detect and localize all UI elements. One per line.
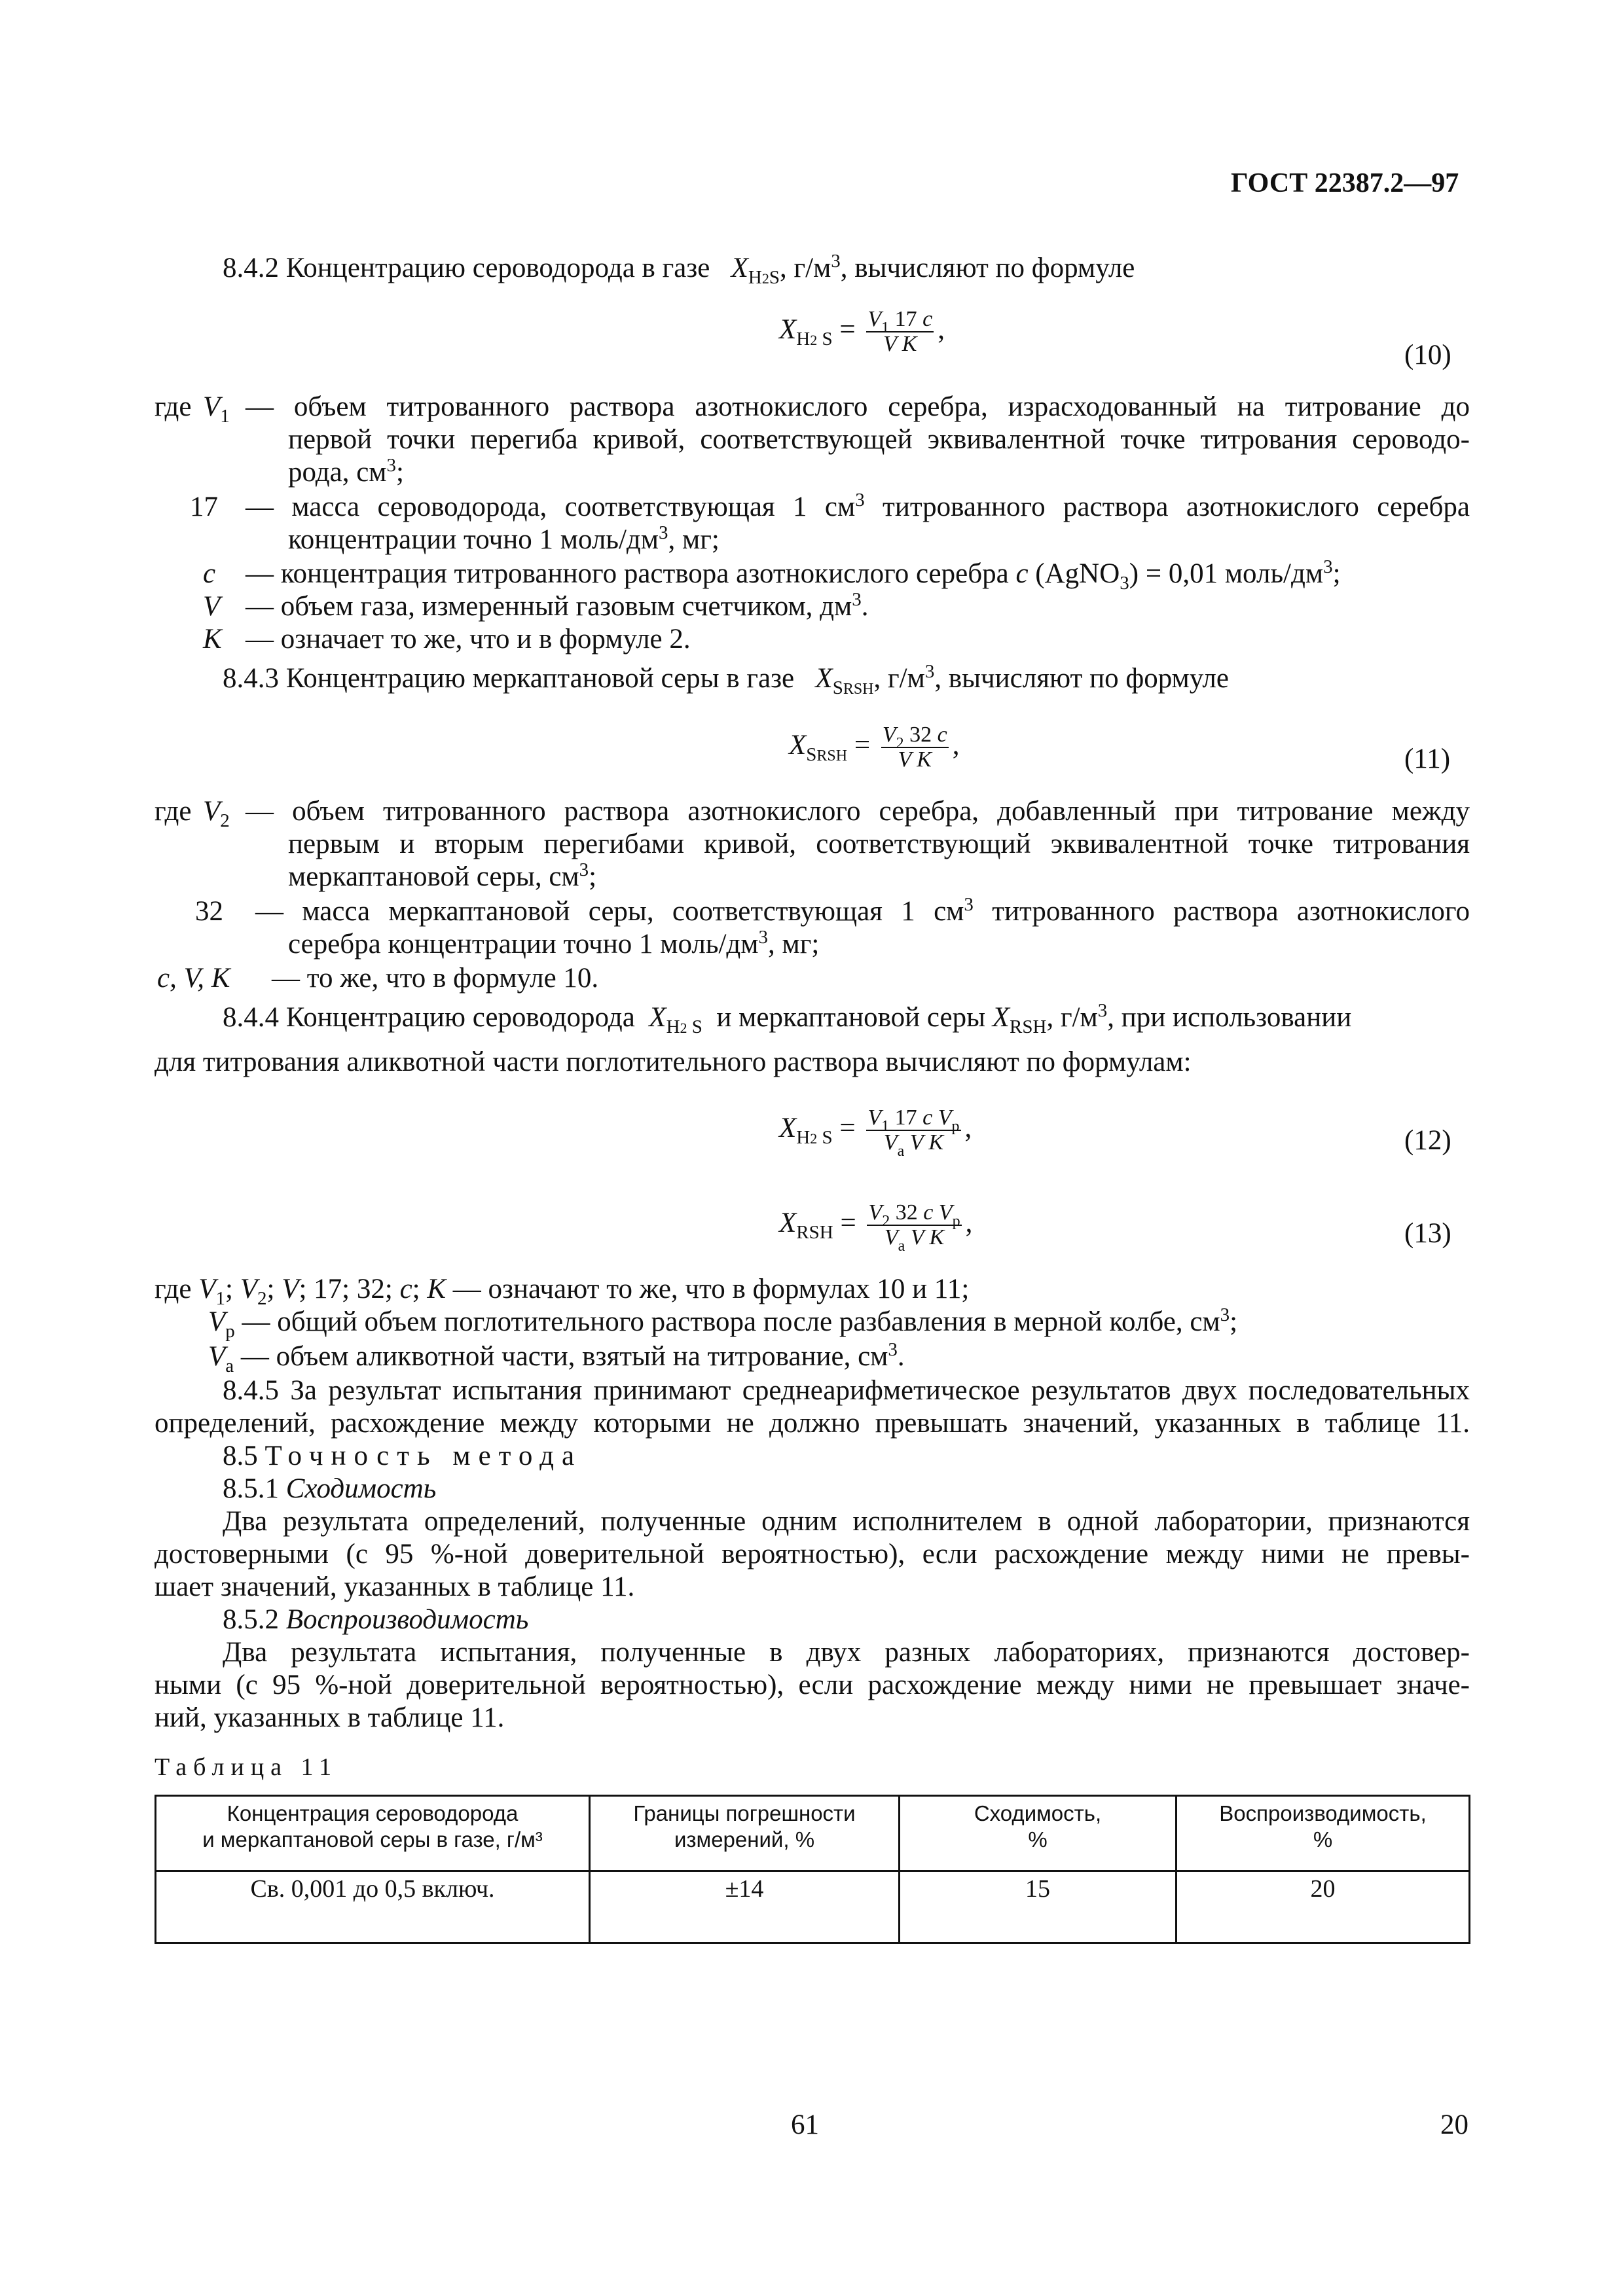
section-8-5-heading: 8.5 Точность метода bbox=[223, 1441, 583, 1471]
header-reproducibility: Воспроизводимость, % bbox=[1176, 1796, 1470, 1871]
paragraph-8-4-3-intro: 8.4.3 Концентрацию меркаптановой серы в газе $X_{SRSH}$, $г/м^3$, вычисляют по формуле bbox=[223, 661, 1229, 698]
def-v2-line2: первым и вторым перегибами кривой, соответствующий эквивалентной точке титрования bbox=[288, 829, 1470, 859]
paragraph-8-4-4-intro: 8.4.4 Концентрацию сероводорода $X_{H2 S}$ и меркаптановой серы $X_{RSH}$, $г/м^3$, при использовании bbox=[223, 1000, 1352, 1037]
def-32-line2: серебра концентрации точно 1 моль/$дм^3$, мг; bbox=[288, 927, 820, 960]
def-17-symbol: 17 bbox=[190, 492, 218, 522]
def-cvk: — то же, что в формуле 10. bbox=[272, 963, 599, 994]
def-V: — объем газа, измеренный газовым счетчиком, $дм^3$. bbox=[246, 589, 869, 622]
formula-12: $X_{H2 S}$ = $\frac{V_1 17 c V_p}{V_a V K}$ , bbox=[779, 1105, 972, 1160]
formula-12-number: (12) bbox=[1404, 1125, 1451, 1156]
def-c: — концентрация титрованного раствора азотнокислого серебра c (AgNO$_3$) = 0,01 моль/$дм^3$; bbox=[246, 556, 1341, 594]
where-label-3: где $V_1$; $V_2$; V; 17; 32; c; K — означают то же, что в формулах 10 и 11; bbox=[155, 1274, 970, 1309]
page-number-right: 20 bbox=[1440, 2109, 1468, 2140]
header-repeatability: Сходимость, % bbox=[900, 1796, 1176, 1871]
paragraph-8-5-1-line2: достоверными (с 95 %-ной доверительной вероятностью), если расхождение между ними не превы- bbox=[155, 1539, 1470, 1570]
def-v1-line2: первой точки перегиба кривой, соответствующей эквивалентной точке титрования сероводо- bbox=[288, 424, 1470, 455]
def-v1-line3: рода, $см^3$; bbox=[288, 455, 404, 488]
paragraph-8-4-5-line2: определений, расхождение между которыми не должно превышать значений, указанных в таблице 11. bbox=[155, 1408, 1470, 1439]
section-8-5-1-heading: 8.5.1 Сходимость bbox=[223, 1473, 437, 1504]
paragraph-8-5-1-line1: Два результата определений, полученные одним исполнителем в одной лаборатории, признаются bbox=[223, 1506, 1470, 1537]
formula-11: $X_{SRSH}$ = $\frac{V_2 32 c}{\text{V K}}$ , bbox=[789, 723, 960, 772]
def-v2-line1: — объем титрованного раствора азотнокислого серебра, добавленный при титрование между bbox=[246, 796, 1470, 827]
paragraph-8-4-4-line2: для титрования аликвотной части поглотительного раствора вычисляют по формулам: bbox=[155, 1047, 1192, 1077]
header-concentration: Концентрация сероводорода и меркаптановой серы в газе, г/м³ bbox=[156, 1796, 590, 1871]
page-number-center: 61 bbox=[791, 2109, 819, 2140]
cell-error: ±14 bbox=[590, 1871, 900, 1943]
def-17-line2: концентрации точно 1 моль/$дм^3$, мг; bbox=[288, 522, 720, 555]
cell-range: Св. 0,001 до 0,5 включ. bbox=[156, 1871, 590, 1943]
paragraph-8-4-2-intro: 8.4.2 Концентрацию сероводорода в газе $X_{H2S}$, $г/м^3$, вычисляют по формуле bbox=[223, 251, 1135, 288]
paragraph-8-5-1-line3: шает значений, указанных в таблице 11. bbox=[155, 1571, 635, 1602]
paragraph-8-5-2-line2: ными (с 95 %-ной доверительной вероятностью), если расхождение между ними не превышает значе- bbox=[155, 1670, 1470, 1700]
def-17-line1: — масса сероводорода, соответствующая 1 $см^3$ титрованного раствора азотнокислого серебра bbox=[246, 490, 1470, 522]
paragraph-8-5-2-line3: ний, указанных в таблице 11. bbox=[155, 1702, 505, 1733]
section-8-5-2-heading: 8.5.2 Воспроизводимость bbox=[223, 1604, 529, 1635]
table-11 bbox=[155, 1795, 1470, 1944]
header-error-limits: Границы погрешности измерений, % bbox=[590, 1796, 900, 1871]
table-header-row bbox=[156, 1796, 1470, 1871]
def-va: $V_a$ — объем аликвотной части, взятый на титрование, $см^3$. bbox=[208, 1339, 905, 1376]
table-caption: Таблица 11 bbox=[155, 1753, 338, 1781]
def-vp: $V_p$ — общий объем поглотительного раствора после разбавления в мерной колбе, $см^3$; bbox=[208, 1304, 1238, 1342]
formula-13: $X_{RSH}$ = $\frac{V_2 32 c V_p}{V_a V K}$ , bbox=[779, 1200, 973, 1255]
where-label-2: где bbox=[155, 796, 192, 827]
formula-11-number: (11) bbox=[1404, 744, 1451, 774]
table-row bbox=[156, 1871, 1470, 1943]
def-K: — означает то же, что и в формуле 2. bbox=[246, 624, 691, 655]
cell-reproducibility: 20 bbox=[1176, 1871, 1470, 1943]
formula-10-number: (10) bbox=[1404, 340, 1451, 370]
def-32-symbol: 32 bbox=[195, 896, 223, 927]
def-32-line1: — масса меркаптановой серы, соответствующая 1 $см^3$ титрованного раствора азотнокислого bbox=[255, 894, 1470, 927]
paragraph-8-4-5-line1: 8.4.5 За результат испытания принимают среднеарифметическое результатов двух последовательных bbox=[223, 1375, 1470, 1406]
where-label: где bbox=[155, 391, 192, 422]
document-code: ГОСТ 22387.2—97 bbox=[1231, 168, 1459, 198]
formula-13-number: (13) bbox=[1404, 1218, 1451, 1249]
cell-repeatability: 15 bbox=[900, 1871, 1176, 1943]
def-v1-line1: — объем титрованного раствора азотнокислого серебра, израсходованный на титрование до bbox=[246, 391, 1470, 422]
paragraph-8-5-2-line1: Два результата испытания, полученные в двух разных лабораториях, признаются достовер- bbox=[223, 1637, 1470, 1668]
formula-10: $X_{H2 S}$ = $\frac{V_1 17 c}{\text{V K}}$ , bbox=[779, 307, 945, 356]
def-v2-line3: меркаптановой серы, $см^3$; bbox=[288, 859, 597, 892]
